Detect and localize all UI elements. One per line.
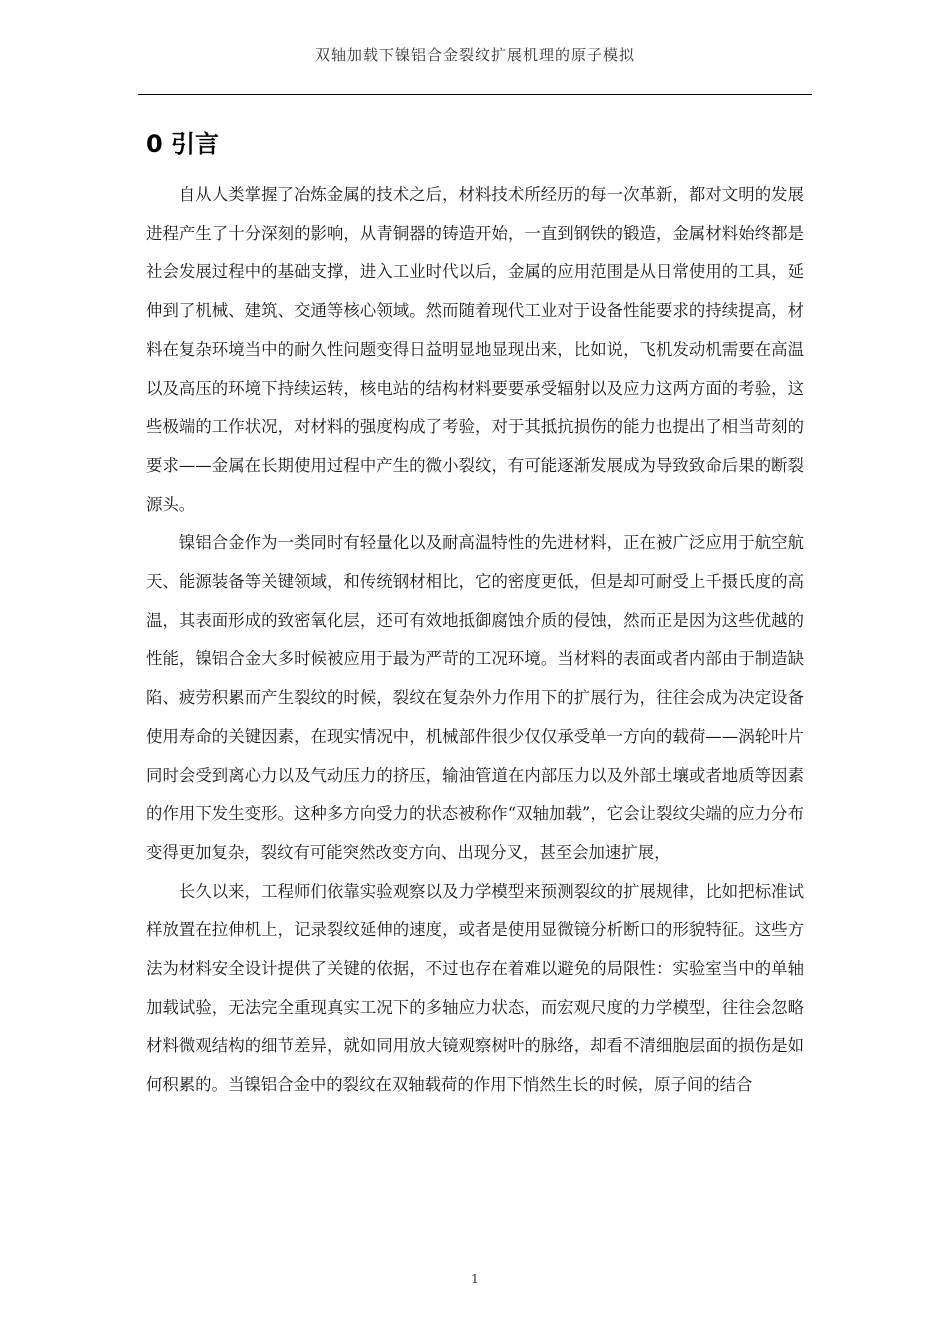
running-header: 双轴加载下镍铝合金裂纹扩展机理的原子模拟 bbox=[314, 46, 635, 64]
section-heading: 0 引言 bbox=[146, 130, 220, 158]
body-text bbox=[146, 176, 804, 1105]
paragraph-3: 长久以来，工程师们依靠实验观察以及力学模型来预测裂纹的扩展规律，比如把标准试样放置在拉伸机上，记录裂纹延伸的速度，或者是使用显微镜分析断口的形貌特征。这些方法为材料安全设计提供了关键的依据，不过也存在着难以避免的局限性：实验室当中的单轴加载试验，无法完全重现真实工况下的多轴应力状态，而宏观尺度的力学模型，往往会忽略材料微观结构的细节差异，就如同用放大镜观察树叶的脉络，却看不清细胞层面的损伤是如何积累的。当镍铝合金中的裂纹在双轴载荷的作用下悄然生长的时候，原子间的结合 bbox=[146, 881, 804, 1095]
page-number: 1 bbox=[471, 1272, 479, 1286]
paragraph-1: 自从人类掌握了冶炼金属的技术之后，材料技术所经历的每一次革新，都对文明的发展进程产生了十分深刻的影响，从青铜器的铸造开始，一直到钢铁的锻造，金属材料始终都是社会发展过程中的基础支撑，进入工业时代以后，金属的应用范围是从日常使用的工具，延伸到了机械、建筑、交通等核心领域。然而随着现代工业对于设备性能要求的持续提高，材料在复杂环境当中的耐久性问题变得日益明显地显现出来，比如说，飞机发动机需要在高温以及高压的环境下持续运转，核电站的结构材料要要承受辐射以及应力这两方面的考验，这些极端的工作状况，对材料的强度构成了考验，对于其抵抗损伤的能力也提出了相当苛刻的要求——金属在长期使用过程中产生的微小裂纹，有可能逐渐发展成为导致致命后果的断裂源头。 bbox=[146, 185, 804, 514]
header-divider bbox=[138, 94, 812, 95]
paragraph-2: 镍铝合金作为一类同时有轻量化以及耐高温特性的先进材料，正在被广泛应用于航空航天、能源装备等关键领域，和传统钢材相比，它的密度更低，但是却可耐受上千摄氏度的高温，其表面形成的致密氧化层，还可有效地抵御腐蚀介质的侵蚀，然而正是因为这些优越的性能，镍铝合金大多时候被应用于最为严苛的工况环境。当材料的表面或者内部由于制造缺陷、疲劳积累而产生裂纹的时候，裂纹在复杂外力作用下的扩展行为，往往会成为决定设备使用寿命的关键因素，在现实情况中，机械部件很少仅仅承受单一方向的载荷——涡轮叶片同时会受到离心力以及气动压力的挤压，输油管道在内部压力以及外部土壤或者地质等因素的作用下发生变形。这种多方向受力的状态被称作“双轴加载”，它会让裂纹尖端的应力分布变得更加复杂，裂纹有可能突然改变方向、出现分叉，甚至会加速扩展， bbox=[146, 533, 804, 862]
